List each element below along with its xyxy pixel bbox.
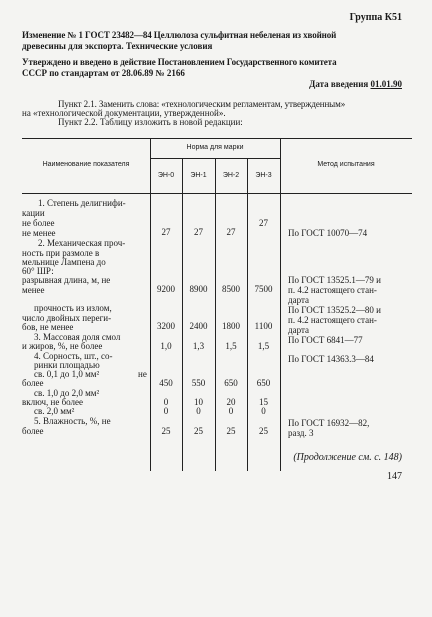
row1-value-1: 27 [194, 227, 203, 237]
row8-value-0: 25 [161, 426, 171, 436]
row5-label-a: 4. Сорность, шт., со- [34, 351, 113, 361]
row4-value-1: 1,3 [192, 341, 205, 351]
page-number: 147 [387, 471, 402, 482]
row3-method-b: п. 4.2 настоящего стан- [288, 315, 377, 325]
row8-method-b: разд. 3 [288, 428, 314, 438]
row3-method-a: По ГОСТ 13525.2—80 и [288, 305, 381, 315]
row1-value-3: 27 [259, 218, 268, 228]
row2-value-0: 9200 [157, 284, 175, 294]
row2-label-a: 2. Механическая проч- [38, 238, 126, 248]
row2-label-b: ность при размоле в [22, 248, 100, 258]
row1-label-b: кации [22, 208, 45, 218]
row6-value-3: 15 [259, 397, 268, 407]
row2-value-2: 8500 [222, 284, 240, 294]
paragraph-2-2: Пункт 2.2. Таблицу изложить в новой редакции: [58, 117, 243, 127]
row2-label-d: 60° ШР: [22, 266, 54, 276]
group-code: Группа К51 [349, 12, 402, 23]
row4-value-2: 1,5 [225, 341, 237, 351]
row1-label-d: не менее [22, 228, 56, 238]
row4-label-a: 3. Массовая доля смол [34, 332, 121, 342]
grade-header-3: ЭН-3 [255, 172, 272, 179]
row5-label-d: не [138, 369, 147, 379]
row2-label-e: разрывная длина, м, не [22, 275, 111, 285]
row2-label-c: мельнице Лампена до [22, 257, 106, 267]
row5-value-1: 550 [191, 378, 206, 388]
row3-label-b: число двойных переги- [22, 313, 112, 323]
row5-label-b: ринки площадью [34, 360, 100, 370]
row6-value-2: 20 [226, 397, 236, 407]
row5-label-c: св. 0,1 до 1,0 мм² [34, 369, 100, 379]
effective-date [309, 79, 402, 89]
grade-header-1: ЭН-1 [190, 172, 207, 179]
row1-method: По ГОСТ 10070—74 [288, 228, 368, 238]
approval-line1: Утверждено и введено в действие Постановлением Государственного комитета [22, 57, 337, 67]
row5-label-e: более [22, 378, 44, 388]
row8-method-a: По ГОСТ 16932—82, [288, 418, 370, 428]
row2-value-1: 8900 [189, 284, 208, 294]
row5-value-3: 650 [256, 378, 271, 388]
row7-label: св. 2,0 мм² [34, 406, 75, 416]
row7-value-0: 0 [163, 406, 169, 416]
row4-value-3: 1,5 [257, 341, 270, 351]
row7-value-2: 0 [228, 406, 234, 416]
row2-method-c: дарта [288, 295, 309, 305]
row8-label-b: более [22, 426, 44, 436]
effective-date-label: Дата введения [309, 79, 369, 89]
row2-method-b: п. 4.2 настоящего стан- [288, 285, 377, 295]
row3-label-c: бов, не менее [22, 322, 74, 332]
grade-header-0: ЭН-0 [157, 172, 175, 179]
grade-header-2: ЭН-2 [222, 172, 240, 179]
row4-value-0: 1,0 [160, 341, 172, 351]
amendment-title-line2: древесины для экспорта. Технические условия [22, 41, 213, 51]
row6-label-b: включ, не более [22, 397, 84, 407]
row8-label-a: 5. Влажность, %, не [34, 416, 111, 426]
column-header-name: Наименование показателя [42, 161, 130, 168]
row5-value-0: 450 [159, 378, 173, 388]
row1-value-2: 27 [226, 227, 236, 237]
paragraph-2-1-line1: Пункт 2.1. Заменить слова: «технологическим регламентам, утвержденным» [58, 99, 346, 109]
row4-label-b: и жиров, %, не более [22, 341, 103, 351]
paragraph-2-1-line2: на «технологической документации, утвержденной». [22, 108, 226, 118]
row6-value-0: 0 [163, 397, 169, 407]
row1-value-0: 27 [161, 227, 171, 237]
row5-method: По ГОСТ 14363.3—84 [288, 354, 374, 364]
row2-method-a: По ГОСТ 13525.1—79 и [288, 275, 381, 285]
row3-value-2: 1800 [222, 321, 240, 331]
row3-method-c: дарта [288, 325, 309, 335]
row3-value-3: 1100 [254, 321, 273, 331]
column-header-method: Метод испытания [317, 161, 375, 168]
row7-value-1: 0 [196, 406, 201, 416]
row2-value-3: 7500 [254, 284, 273, 294]
row4-method: По ГОСТ 6841—77 [288, 335, 363, 345]
row1-label-a: 1. Степень делигнифи- [38, 198, 126, 208]
row8-value-3: 25 [259, 426, 268, 436]
row3-value-1: 2400 [189, 321, 208, 331]
row3-value-0: 3200 [157, 321, 175, 331]
row6-value-1: 10 [194, 397, 203, 407]
approval-line2: СССР по стандартам от 28.06.89 № 2166 [22, 68, 185, 78]
row8-value-2: 25 [226, 426, 236, 436]
row7-value-3: 0 [261, 406, 266, 416]
effective-date-value: 01.01.90 [370, 79, 402, 89]
column-header-norm: Норма для марки [186, 144, 244, 151]
continuation-note: (Продолжение см. с. 148) [293, 452, 402, 463]
row1-label-c: не более [22, 218, 55, 228]
row8-value-1: 25 [194, 426, 203, 436]
amendment-title-line1: Изменение № 1 ГОСТ 23482—84 Целлюлоза сульфитная небеленая из хвойной [22, 30, 337, 40]
row6-label-a: св. 1,0 до 2,0 мм² [34, 388, 100, 398]
row3-label-a: прочность из излом, [34, 303, 112, 313]
row5-value-2: 650 [224, 378, 238, 388]
row2-label-f: менее [22, 285, 45, 295]
